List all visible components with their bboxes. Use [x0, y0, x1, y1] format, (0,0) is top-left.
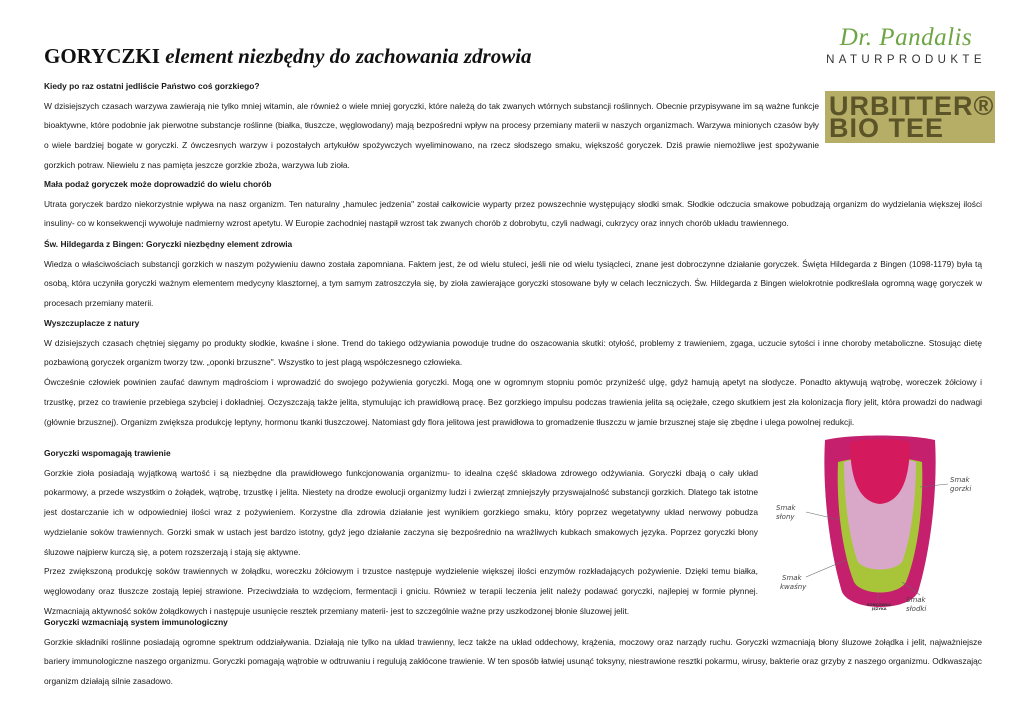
- title-main: GORYCZKI: [44, 44, 160, 68]
- section-heading: Św. Hildegarda z Bingen: Goryczki niezbędny element zdrowia: [44, 239, 293, 249]
- dr-pandalis-logo: [826, 24, 986, 82]
- label-smak-gorzki: Smak gorzki: [950, 476, 972, 493]
- label-smak-kwasny: Smak kwaśny: [780, 574, 807, 591]
- section-paragraph: Gorzkie składniki roślinne posiadają ogromne spektrum oddziaływania. Działają nie tylko na układ trawienny, lecz także na układ oddechowy, krążenia, moczowy oraz narządy ruchu. Goryczki wzmacniają błony śluzowe żołądka i jelit, najważniejsze bariery immunologiczne naszego organizmu. Goryczki pomagają wątrobie w odtruwaniu i regulują zakłócone trawienie. W ten sposób łatwiej usunąć toksyny, niestrawione resztki pokarmu, wirusy, bakterie oraz grzyby z naszego organizmu. Odkwaszając organizm działają silnie zasadowo.: [44, 636, 982, 687]
- page-title: [44, 44, 532, 69]
- logo-natur-text: NATURPRODUKTE: [826, 54, 986, 66]
- tongue-taste-map-illustration: [770, 432, 990, 622]
- section-paragraph: Utrata goryczek bardzo niekorzystnie wpływa na nasz organizm. Ten naturalny „hamulec jedzenia" został całkowicie wyparty przez powszechnie występujący słodki smak. Słodkie odczucia smakowe pobudzają organizm do wydzielania większej ilości insuliny- co w konsekwencji wywołuje nadmierny wzrost apetytu. W Europie zachodniej nastąpił wzrost tak zwanych chorób z dobrobytu, czyli nadwagi, cukrzycy oraz innych chorób układu trawiennego.: [44, 198, 982, 229]
- section-paragraph: Gorzkie zioła posiadają wyjątkową wartość i są niezbędne dla prawidłowego funkcjonowania organizmu- to idealna część składowa zdrowego odżywiania. Goryczki dbają o cały układ pokarmowy, a przede wszystkim o żołądek, wątrobę, trzustkę i jelita. Niestety na drodze ewolucji organizmy ludzi i zwierząt zmniejszyły przyswajalność substancji gorzkich. Dlatego tak istotne jest dostarczanie ich w odpowiedniej ilości wraz z pożywieniem. Korzystne dla zdrowia działanie jest wynikiem gorzkiego smaku, który poprzez wegetatywny układ nerwowy pobudza wydzielanie soków trawiennych. Gorzki smak w ustach jest bardzo istotny, gdyż jego działanie zaczyna się bezpośrednio na wrażliwych kubkach smakowych języka. Poprzez goryczki błony śluzowe najpierw kurczą się, a potem rozszerzają i stają się aktywne.: [44, 467, 758, 557]
- section-heading: Goryczki wspomagają trawienie: [44, 448, 171, 458]
- section-paragraph: W dzisiejszych czasach warzywa zawierają nie tylko mniej witamin, ale również o wiele mniej goryczki, które należą do tak zwanych wtórnych substancji roślinnych. Obecnie przypisywane im są ważne funkcje bioaktywne, które podobnie jak pierwotne substancje roślinne (białka, tłuszcze, węglowodany) mają bezpośredni wpływ na procesy przemiany materii w naszych organizmach. Warzywa minionych czasów były o wiele bardziej bogate w goryczki. Z ówczesnych warzyw i pozostałych artykułów spożywczych wyeliminowano, na rzecz słodszego smaku, większość goryczek. Dziś prawie niemożliwe jest spożywanie gorzkich potraw. Niewielu z nas pamięta jeszcze gorzkie zboża, warzywa lub zioła.: [44, 100, 819, 170]
- section-heading: Kiedy po raz ostatni jedliście Państwo coś gorzkiego?: [44, 81, 260, 91]
- logo-script-text: Dr. Pandalis: [839, 24, 973, 51]
- section-hildegarda: [44, 235, 982, 314]
- section-heading: Wyszczuplacze z natury: [44, 318, 140, 328]
- section-paragraph: Ówcześnie człowiek powinien zaufać dawnym mądrościom i wprowadzić do swojego pożywienia goryczki. Mogą one w ogromnym stopniu pomóc przyniżeść ulgę, gdyż hamują apetyt na słodycze. Ponadto aktywują wątrobę, woreczek żółciowy i trzustkę, przez co trawienie przebiega szybciej i dokładniej. Oczyszczają także jelita, stymulując ich prawidłową pracę. Bez gorzkiego impulsu podczas trawienia jelita są ociężałe, czego skutkiem jest zła kolonizacja flory jelit, która prowadzi do nadwagi (głównie brzusznej). Organizm zwiększa produkcję leptyny, hormonu tkanki tłuszczowej. Natomiast gdy flora jelitowa jest prawidłowa to gromadzenie tłuszczu w jamie brzusznej staje się zbędne i ulega powolnej redukcji.: [44, 377, 982, 427]
- brand-line-2: BIO TEE: [829, 113, 945, 143]
- section-wyszczuplacze: [44, 314, 982, 432]
- urbitter-brand-box: [825, 91, 995, 143]
- section-trawienie: [44, 444, 758, 621]
- title-subtitle: element niezbędny do zachowania zdrowia: [165, 44, 532, 68]
- section-paragraph: Wiedza o właściwościach substancji gorzkich w naszym pożywieniu dawno została zapomniana. Faktem jest, że od wielu stuleci, jeśli nie od wielu tysiącleci, znane jest dobroczynne działanie goryczek. Święta Hildegarda z Bingen (1098-1179) była tą osobą, która uczyniła goryczki ważnym elementem medycyny klasztornej, a tym samym zatroszczyła się, by zioła zawierające goryczki stosowane były w celach leczniczych. Św. Hildegarda z Bingen wielokrotnie podkreślała ogromną wagę goryczek w procesach przemiany materii.: [44, 258, 982, 309]
- section-paragraph: Przez zwiększoną produkcję soków trawiennych w żołądku, woreczku żółciowym i trzustce następuje wydzielenie większej ilości enzymów rozkładających pożywienie. Dzięki temu białka, węglowodany oraz tłuszcze zostają lepiej strawione. Przeciwdziała to wzdęciom, fermentacji i gniciu. Również w terapii leczenia jelit należy podawać goryczki, najlepiej w formie płynnej. Wzmacniają aktywność soków żołądkowych i następuje usunięcie resztek przemiany materii- jest to szczególnie ważne przy uszkodzonej błonie śluzowej jelit.: [44, 566, 758, 616]
- label-smak-slony: Smak słony: [776, 504, 796, 521]
- label-smak-slodki: Smak słodki: [906, 596, 927, 613]
- brand-line-1: URBITTER®: [829, 91, 995, 121]
- section-kiedy: [44, 77, 819, 176]
- label-koncowka-jezyka: KOŃCÓWKA JĘZYKA: [867, 603, 891, 611]
- section-paragraph: W dzisiejszych czasach chętniej sięgamy po produkty słodkie, kwaśne i słone. Trend do takiego odżywiania powoduje trudne do oszacowania skutki: otyłość, problemy z trawieniem, zgaga, uczucie sytości i inne choroby metaboliczne. Stosując dietę pozbawioną goryczek organizm tworzy tzw. „oponki brzuszne". Wszystko to jest plagą współczesnego człowieka.: [44, 337, 982, 368]
- section-heading: Mała podaż goryczek może doprowadzić do wielu chorób: [44, 179, 272, 189]
- section-heading: Goryczki wzmacniają system immunologiczny: [44, 617, 228, 627]
- section-mala-podaz: [44, 175, 982, 234]
- section-immunologiczny: [44, 613, 982, 692]
